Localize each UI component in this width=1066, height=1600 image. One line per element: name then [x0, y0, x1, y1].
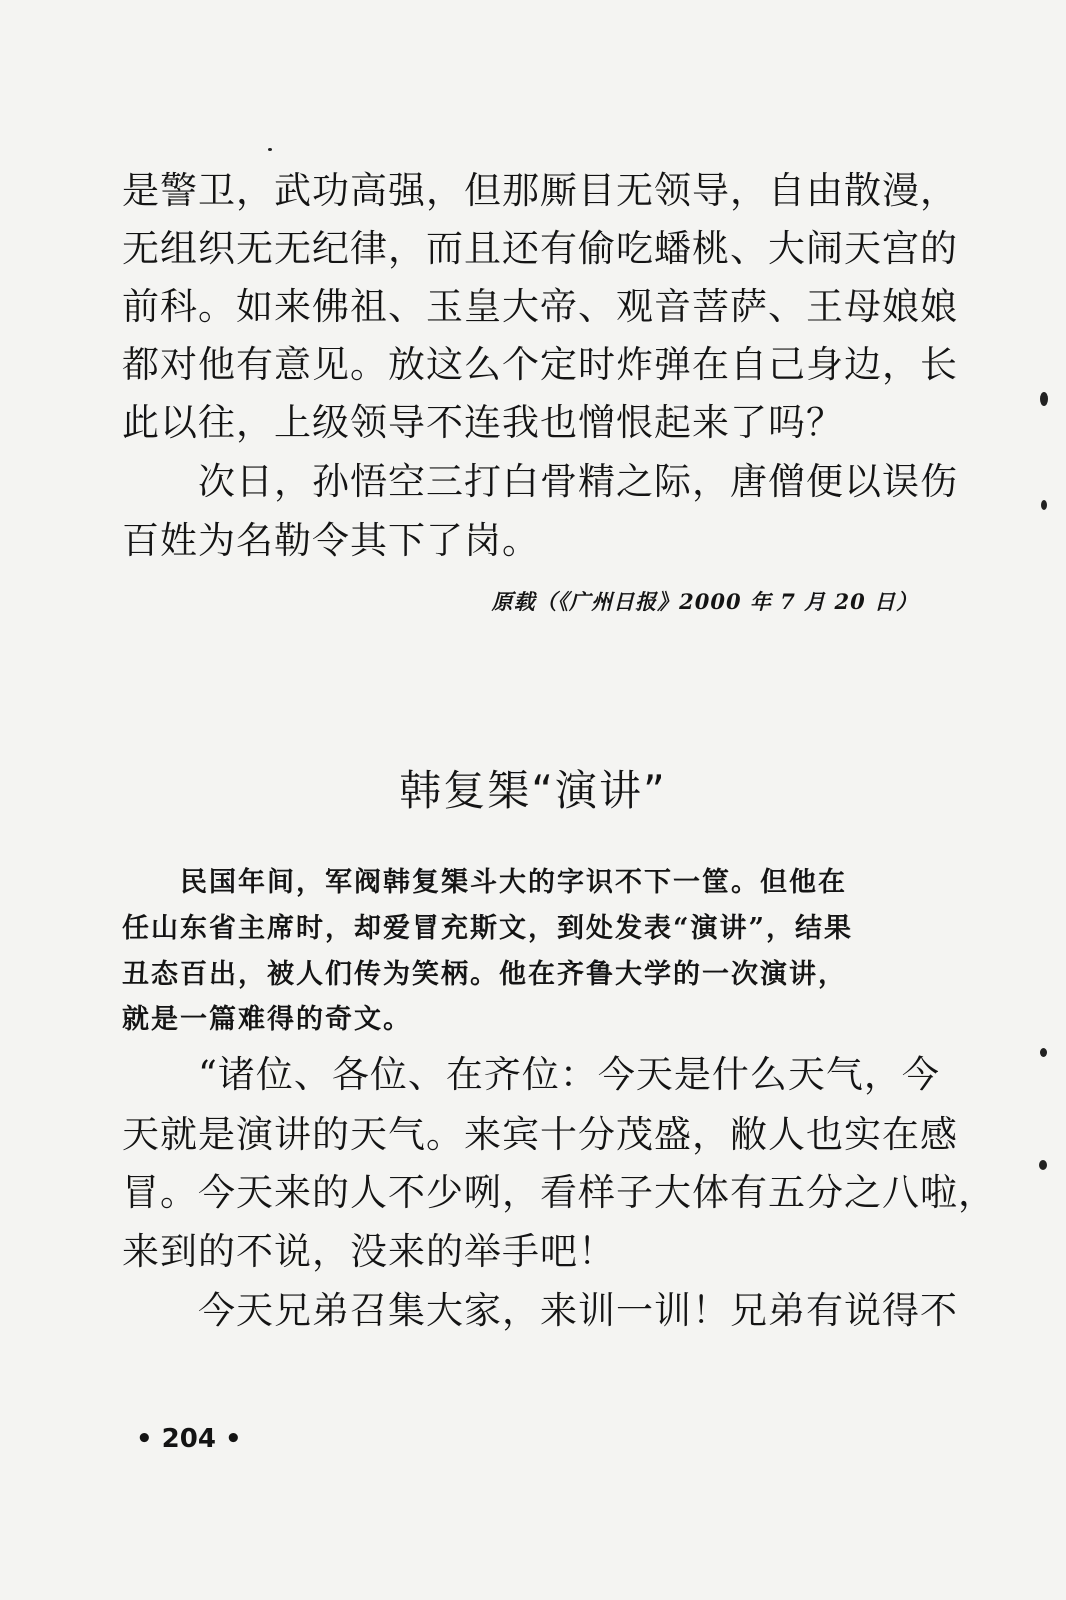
scan-speck — [1040, 392, 1048, 406]
text-line: 是警卫，武功高强，但那厮目无领导，自由散漫， — [122, 169, 958, 212]
intro-line: 丑态百出，被人们传为笑柄。他在齐鲁大学的一次演讲， — [122, 959, 847, 990]
scan-speck — [1040, 1048, 1047, 1057]
text-line: 百姓为名勒令其下了岗。 — [122, 519, 540, 562]
text-line: 次日，孙悟空三打白骨精之际，唐僧便以误伤 — [122, 460, 958, 503]
text-line: 无组织无无纪律，而且还有偷吃蟠桃、大闹天宫的 — [122, 227, 958, 270]
scan-speck — [1041, 500, 1047, 510]
text-line: 此以往，上级领导不连我也憎恨起来了吗？ — [122, 401, 844, 444]
speech-line: 冒。今天来的人不少咧，看样子大体有五分之八啦， — [122, 1171, 996, 1214]
text-line: 都对他有意见。放这么个定时炸弹在自己身边，长 — [122, 343, 958, 386]
intro-line: 就是一篇难得的奇文。 — [122, 1004, 412, 1035]
intro-line: 任山东省主席时，却爱冒充斯文，到处发表“演讲”，结果 — [122, 913, 854, 944]
text-line: 前科。如来佛祖、玉皇大帝、观音菩萨、王母娘娘 — [122, 285, 958, 328]
speech-line: 天就是演讲的天气。来宾十分茂盛，敝人也实在感 — [122, 1113, 958, 1156]
source-citation: 原载（《广州日报》2000 年 7 月 20 日） — [491, 589, 918, 614]
scan-speck — [1039, 1160, 1047, 1170]
speech-line: “诸位、各位、在齐位：今天是什么天气，今 — [122, 1053, 940, 1096]
scan-speck — [268, 148, 272, 151]
page-number: • 204 • — [136, 1424, 242, 1454]
speech-line: 今天兄弟召集大家，来训一训！兄弟有说得不 — [122, 1289, 958, 1332]
speech-line: 来到的不说，没来的举手吧！ — [122, 1230, 616, 1273]
article-title: 韩复榘“演讲” — [399, 766, 667, 815]
intro-line: 民国年间，军阀韩复榘斗大的字识不下一筐。但他在 — [122, 867, 847, 898]
